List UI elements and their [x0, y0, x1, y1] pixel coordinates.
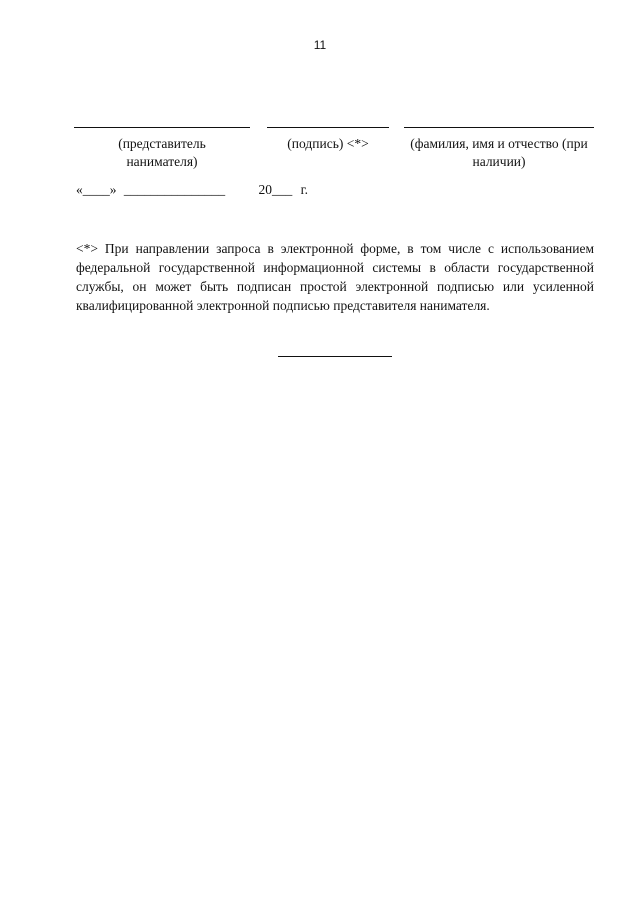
name-label: (фамилия, имя и отчество (при наличии)	[410, 136, 588, 169]
date-row	[76, 181, 308, 199]
date-day-blank: «____»	[76, 182, 117, 197]
signature-column	[267, 127, 389, 153]
signature-line	[267, 127, 389, 128]
representative-label: (представитель нанимателя)	[118, 136, 206, 169]
name-column	[404, 127, 594, 171]
date-year-suffix: г.	[300, 182, 309, 197]
end-divider-line	[278, 356, 392, 357]
date-month-blank: _______________	[123, 182, 226, 197]
name-line	[404, 127, 594, 128]
page-number: 11	[313, 38, 327, 52]
date-year-prefix: 20___	[258, 182, 293, 197]
representative-signature-line	[74, 127, 250, 128]
representative-column	[74, 127, 250, 171]
signature-label: (подпись) <*>	[287, 136, 369, 151]
footnote: <*> При направлении запроса в электронной форме, в том числе с использованием федеральной государственной информационной системы в области государственной службы, он может быть подписан простой электронной подписью или усиленной квалифицированной электронной подписью представителя нанимателя.	[76, 241, 594, 313]
